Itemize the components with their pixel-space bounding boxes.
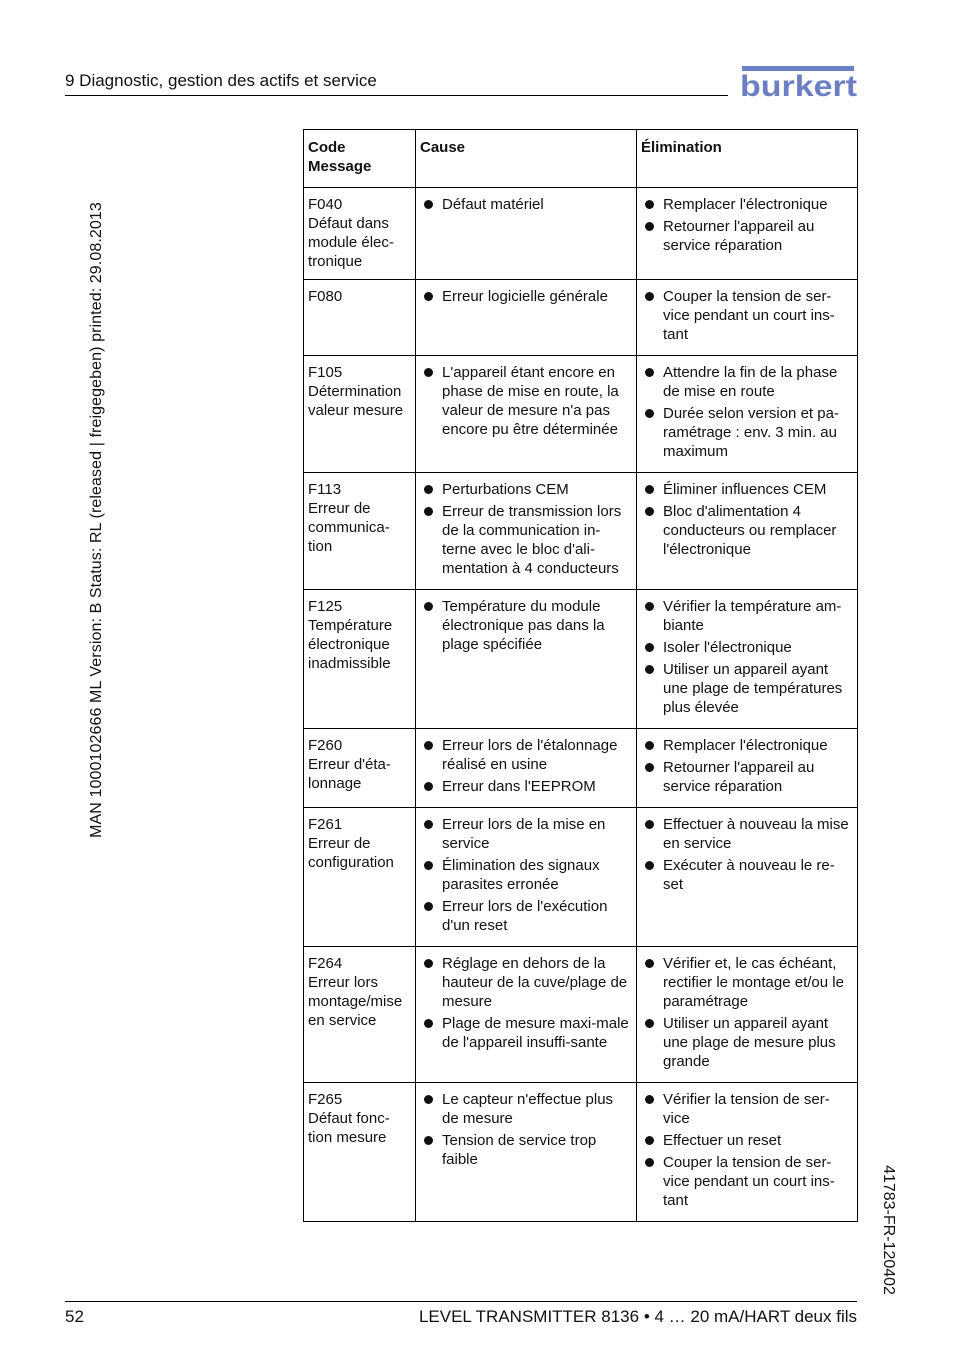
error-code: F125 (308, 598, 343, 615)
remedy-item: Retourner l'appareil au service réparation (641, 758, 854, 796)
remedy-item: Vérifier et, le cas échéant, rectifier le montage et/ou le paramétrage (641, 954, 854, 1011)
cause-item: Erreur de transmission lors de la communication in-terne avec le bloc d'ali-mentation à 4 conducteurs (420, 502, 633, 578)
remedy-cell (637, 808, 858, 947)
remedy-item: Vérifier la tension de ser-vice (641, 1090, 854, 1128)
remedy-cell (637, 473, 858, 590)
remedy-item: Remplacer l'électronique (641, 736, 854, 755)
header-code-label: Code (308, 139, 346, 156)
table-header-row (304, 130, 858, 188)
table-body (304, 188, 858, 1222)
code-cell (304, 188, 416, 280)
table-row (304, 1083, 858, 1222)
remedy-item: Utiliser un appareil ayant une plage de mesure plus grande (641, 1014, 854, 1071)
cause-cell (416, 729, 637, 808)
remedy-item: Utiliser un appareil ayant une plage de températures plus élevée (641, 660, 854, 717)
error-message: Erreur d'éta-lonnage (308, 756, 391, 792)
remedy-item: Remplacer l'électronique (641, 195, 854, 214)
cause-list (420, 954, 633, 1052)
remedy-list (641, 195, 854, 255)
document-status-text: MAN 1000102666 ML Version: B Status: RL (released | freigegeben) printed: 29.08.2013 (88, 202, 105, 838)
code-cell (304, 356, 416, 473)
cause-item: Erreur lors de l'étalonnage réalisé en usine (420, 736, 633, 774)
remedy-list (641, 1090, 854, 1210)
error-code: F261 (308, 816, 343, 833)
remedy-list (641, 954, 854, 1071)
document-code: 41783-FR-120402 (880, 1165, 897, 1295)
table-row (304, 356, 858, 473)
error-message: Défaut dans module élec-tronique (308, 215, 394, 270)
remedy-item: Bloc d'alimentation 4 conducteurs ou remplacer l'électronique (641, 502, 854, 559)
page-number: 52 (65, 1307, 84, 1326)
remedy-cell (637, 590, 858, 729)
cause-item: Défaut matériel (420, 195, 633, 214)
table-row (304, 473, 858, 590)
remedy-item: Vérifier la température am-biante (641, 597, 854, 635)
header-remedy: Élimination (637, 130, 858, 188)
table-row (304, 280, 858, 356)
code-cell (304, 280, 416, 356)
cause-cell (416, 280, 637, 356)
error-message: Erreur lors montage/mise en service (308, 974, 403, 1029)
table-row (304, 729, 858, 808)
burkert-logo (739, 62, 859, 102)
cause-item: Erreur lors de l'exécution d'un reset (420, 897, 633, 935)
chapter-title: 9 Diagnostic, gestion des actifs et service (65, 71, 377, 90)
cause-cell (416, 808, 637, 947)
cause-item: Réglage en dehors de la hauteur de la cuve/plage de mesure (420, 954, 633, 1011)
remedy-cell (637, 1083, 858, 1222)
cause-item: Perturbations CEM (420, 480, 633, 499)
remedy-item: Effectuer à nouveau la mise en service (641, 815, 854, 853)
remedy-cell (637, 280, 858, 356)
remedy-item: Attendre la fin de la phase de mise en route (641, 363, 854, 401)
diagnostic-table (303, 129, 858, 1222)
error-message: Erreur de communica-tion (308, 500, 390, 555)
code-cell (304, 947, 416, 1083)
error-code: F113 (308, 481, 342, 498)
remedy-list (641, 736, 854, 796)
cause-item: Erreur logicielle générale (420, 287, 633, 306)
cause-list (420, 287, 633, 306)
remedy-item: Durée selon version et pa-ramétrage : env. 3 min. au maximum (641, 404, 854, 461)
code-cell (304, 1083, 416, 1222)
product-name: LEVEL TRANSMITTER 8136 • 4 … 20 mA/HART deux fils (418, 1307, 857, 1326)
error-message: Défaut fonc-tion mesure (308, 1110, 390, 1146)
remedy-item: Couper la tension de ser-vice pendant un court ins-tant (641, 1153, 854, 1210)
cause-item: Température du module électronique pas dans la plage spécifiée (420, 597, 633, 654)
remedy-list (641, 480, 854, 559)
remedy-cell (637, 729, 858, 808)
cause-cell (416, 590, 637, 729)
header-message-label: Message (308, 158, 372, 175)
header-cause: Cause (416, 130, 637, 188)
cause-list (420, 1090, 633, 1169)
cause-list (420, 815, 633, 935)
code-cell (304, 590, 416, 729)
cause-cell (416, 356, 637, 473)
error-code: F260 (308, 737, 343, 754)
cause-item: Erreur dans l'EEPROM (420, 777, 633, 796)
error-code: F105 (308, 364, 343, 381)
remedy-cell (637, 947, 858, 1083)
table-row (304, 590, 858, 729)
remedy-list (641, 363, 854, 461)
remedy-item: Exécuter à nouveau le re-set (641, 856, 854, 894)
cause-list (420, 736, 633, 796)
error-message: Erreur de configuration (308, 835, 394, 871)
cause-list (420, 195, 633, 214)
error-code: F040 (308, 196, 343, 213)
cause-item: Tension de service trop faible (420, 1131, 633, 1169)
header-code (304, 130, 416, 188)
code-cell (304, 473, 416, 590)
cause-list (420, 480, 633, 578)
cause-cell (416, 1083, 637, 1222)
cause-item: L'appareil étant encore en phase de mise en route, la valeur de mesure n'a pas encore pu être déterminée (420, 363, 633, 439)
remedy-item: Retourner l'appareil au service réparation (641, 217, 854, 255)
remedy-list (641, 815, 854, 894)
remedy-item: Éliminer influences CEM (641, 480, 854, 499)
code-cell (304, 729, 416, 808)
cause-cell (416, 473, 637, 590)
cause-cell (416, 188, 637, 280)
table-row (304, 947, 858, 1083)
footer-rule (65, 1301, 857, 1302)
cause-item: Plage de mesure maxi-male de l'appareil insuffi-sante (420, 1014, 633, 1052)
remedy-list (641, 597, 854, 717)
remedy-item: Effectuer un reset (641, 1131, 854, 1150)
remedy-cell (637, 188, 858, 280)
cause-list (420, 363, 633, 439)
error-message: Détermination valeur mesure (308, 383, 404, 419)
error-code: F264 (308, 955, 343, 972)
header-rule (65, 95, 728, 96)
cause-item: Le capteur n'effectue plus de mesure (420, 1090, 633, 1128)
remedy-item: Couper la tension de ser-vice pendant un court ins-tant (641, 287, 854, 344)
table-row (304, 188, 858, 280)
error-message: Température électronique inadmissible (308, 617, 393, 672)
cause-item: Élimination des signaux parasites erronée (420, 856, 633, 894)
cause-list (420, 597, 633, 654)
code-cell (304, 808, 416, 947)
remedy-cell (637, 356, 858, 473)
svg-text:burkert: burkert (740, 70, 858, 102)
cause-item: Erreur lors de la mise en service (420, 815, 633, 853)
remedy-item: Isoler l'électronique (641, 638, 854, 657)
remedy-list (641, 287, 854, 344)
error-code: F265 (308, 1091, 343, 1108)
error-code: F080 (308, 288, 343, 305)
table-row (304, 808, 858, 947)
cause-cell (416, 947, 637, 1083)
